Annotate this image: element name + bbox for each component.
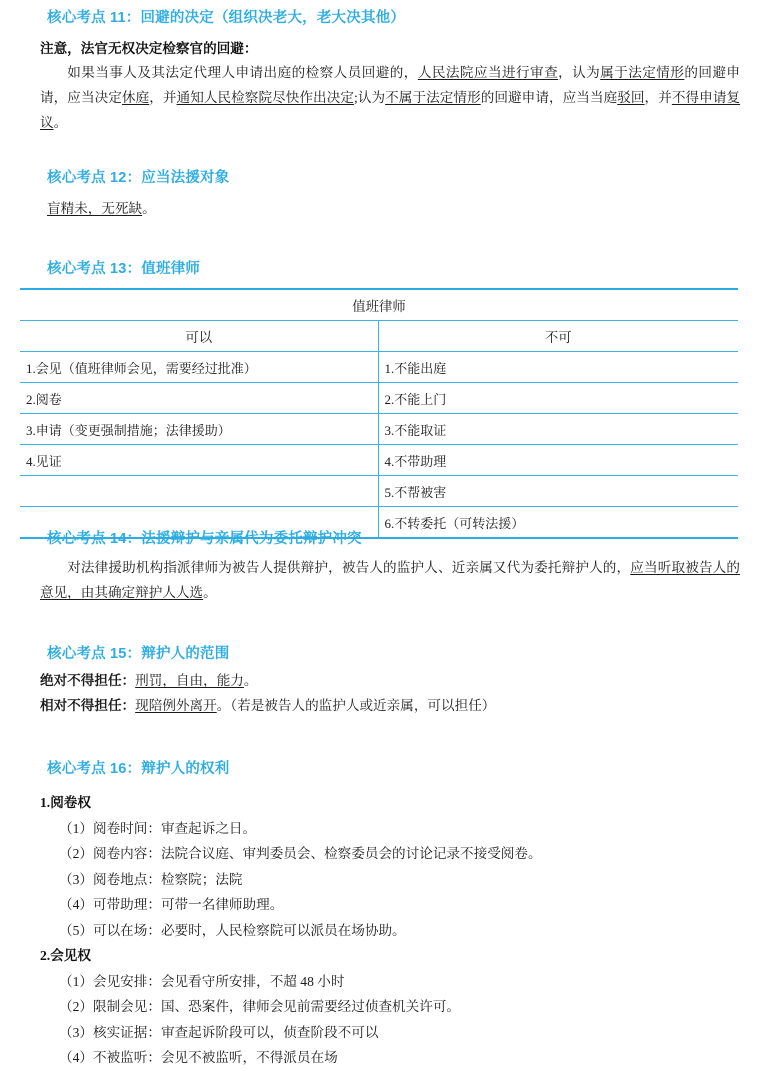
section-heading-kp15 (47, 642, 229, 663)
list-item: （4）可带助理：可带一名律师助理。 (59, 897, 284, 912)
kp12-content (47, 196, 737, 221)
table-col-header-forbidden: 不可 (378, 321, 738, 352)
underlined-text: 应当听取被告人的意见，由其确定辩护人人选 (40, 560, 741, 600)
kp16-groups (40, 790, 740, 1071)
underlined-text: 通知人民检察院尽快作出决定 (176, 90, 355, 105)
forbidden-item-2: 2.不能上门 (378, 383, 738, 414)
table-title-cell: 值班律师 (20, 289, 738, 321)
kp12-heading-text: 核心考点 12：应当法援对象 (47, 170, 230, 186)
kp11-note-label (40, 36, 742, 61)
underlined-text: 现陪例外离开 (135, 698, 217, 713)
kp11-heading-text: 核心考点 11：回避的决定（组织决老大，老大决其他） (47, 10, 406, 26)
bold-text: 绝对不得担任： (40, 673, 136, 688)
kp15-heading-text: 核心考点 15：辩护人的范围 (47, 646, 230, 662)
underlined-text: 盲精未，无死缺 (47, 201, 143, 216)
underlined-text: 属于法定情形 (600, 65, 685, 80)
list-item: （3）阅卷地点：检察院；法院 (59, 871, 243, 887)
table-row (20, 352, 738, 383)
list-item: （2）阅卷内容：法院合议庭、审判委员会、检察委员会的讨论记录不接受阅卷。 (59, 846, 542, 861)
list-item: （3）核实证据：审查起诉阶段可以，侦查阶段不可以 (59, 1024, 379, 1040)
kp16-heading-text: 核心考点 16：辩护人的权利 (47, 761, 230, 777)
duty-lawyer-table-wrapper (20, 288, 738, 539)
kp11-paragraph-text: 如果当事人及其法定代理人申请出庭的检察人员回避的，人民法院应当进行审查，认为属于法定情形的回避申请，应当决定休庭，并通知人民检察院尽快作出决定;认为不属于法定情形的回避申请，应当当庭驳回，并不得申请复议。 (40, 65, 741, 130)
section-heading-kp12 (47, 166, 229, 187)
kp11-paragraph (40, 60, 740, 135)
bold-text: 相对不得担任： (40, 698, 136, 713)
allowed-item-1: 1.会见（值班律师会见，需要经过批准） (20, 352, 378, 383)
kp12-line: 盲精未，无死缺。 (47, 201, 156, 216)
list-item: （4）不被监听：会见不被监听，不得派员在场 (59, 1050, 338, 1065)
forbidden-item-3: 3.不能取证 (378, 414, 738, 445)
kp16-group-2-title: 2.会见权 (40, 948, 91, 963)
kp11-note-label-text: 注意，法官无权决定检察官的回避： (40, 41, 258, 56)
kp15-line-absolute: 绝对不得担任：刑罚，自由，能力。 (40, 673, 258, 688)
kp14-paragraph-text: 对法律援助机构指派律师为被告人提供辩护，被告人的监护人、近亲属又代为委托辩护人的，应当听取被告人的意见，由其确定辩护人人选。 (40, 560, 741, 600)
table-col-header-allowed: 可以 (20, 321, 378, 352)
allowed-item-3: 3.申请（变更强制措施；法律援助） (20, 414, 378, 445)
table-row (20, 476, 738, 507)
kp15-line-relative: 相对不得担任：现陪例外离开。（若是被告人的监护人或近亲属，可以担任） (40, 698, 496, 713)
table-row (20, 414, 738, 445)
table-header-row (20, 321, 738, 352)
forbidden-item-6: 6.不转委托（可转法援） (378, 507, 738, 539)
underlined-text: 刑罚，自由，能力 (135, 673, 244, 688)
kp13-heading-text: 核心考点 13：值班律师 (47, 261, 201, 277)
kp16-group-reading-rights (40, 790, 740, 943)
section-heading-kp13 (47, 257, 200, 278)
list-item: （1）会见安排：会见看守所安排，不超 48 小时 (59, 973, 345, 989)
kp16-group-1-title: 1.阅卷权 (40, 795, 91, 810)
list-item: （5）可以在场：必要时，人民检察院可以派员在场协助。 (59, 922, 406, 938)
list-item: （1）阅卷时间：审查起诉之日。 (59, 820, 257, 836)
underlined-text: 驳回 (617, 90, 645, 105)
allowed-item-5-empty (20, 476, 378, 507)
allowed-item-2: 2.阅卷 (20, 383, 378, 414)
section-heading-kp11 (47, 6, 405, 27)
section-heading-kp16 (47, 757, 229, 778)
underlined-text: 休庭 (121, 90, 150, 105)
forbidden-item-5: 5.不帮被害 (378, 476, 738, 507)
forbidden-item-1: 1.不能出庭 (378, 352, 738, 383)
table-title-row (20, 289, 738, 321)
kp15-lines (40, 668, 740, 718)
forbidden-item-4: 4.不带助理 (378, 445, 738, 476)
table-row (20, 445, 738, 476)
underlined-text: 不属于法定情形 (385, 90, 481, 105)
kp14-paragraph (40, 555, 740, 605)
table-row (20, 383, 738, 414)
underlined-text: 人民法院应当进行审查 (417, 65, 559, 80)
kp16-group-meeting-rights (40, 943, 740, 1071)
allowed-item-4: 4.见证 (20, 445, 378, 476)
list-item: （2）限制会见：国、恐案件，律师会见前需要经过侦查机关许可。 (59, 999, 461, 1014)
duty-lawyer-table (20, 288, 738, 539)
underlined-text: 不得申请复议 (40, 90, 741, 130)
section-heading-kp14 (47, 527, 362, 548)
kp14-heading-text: 核心考点 14：法援辩护与亲属代为委托辩护冲突 (47, 531, 362, 547)
